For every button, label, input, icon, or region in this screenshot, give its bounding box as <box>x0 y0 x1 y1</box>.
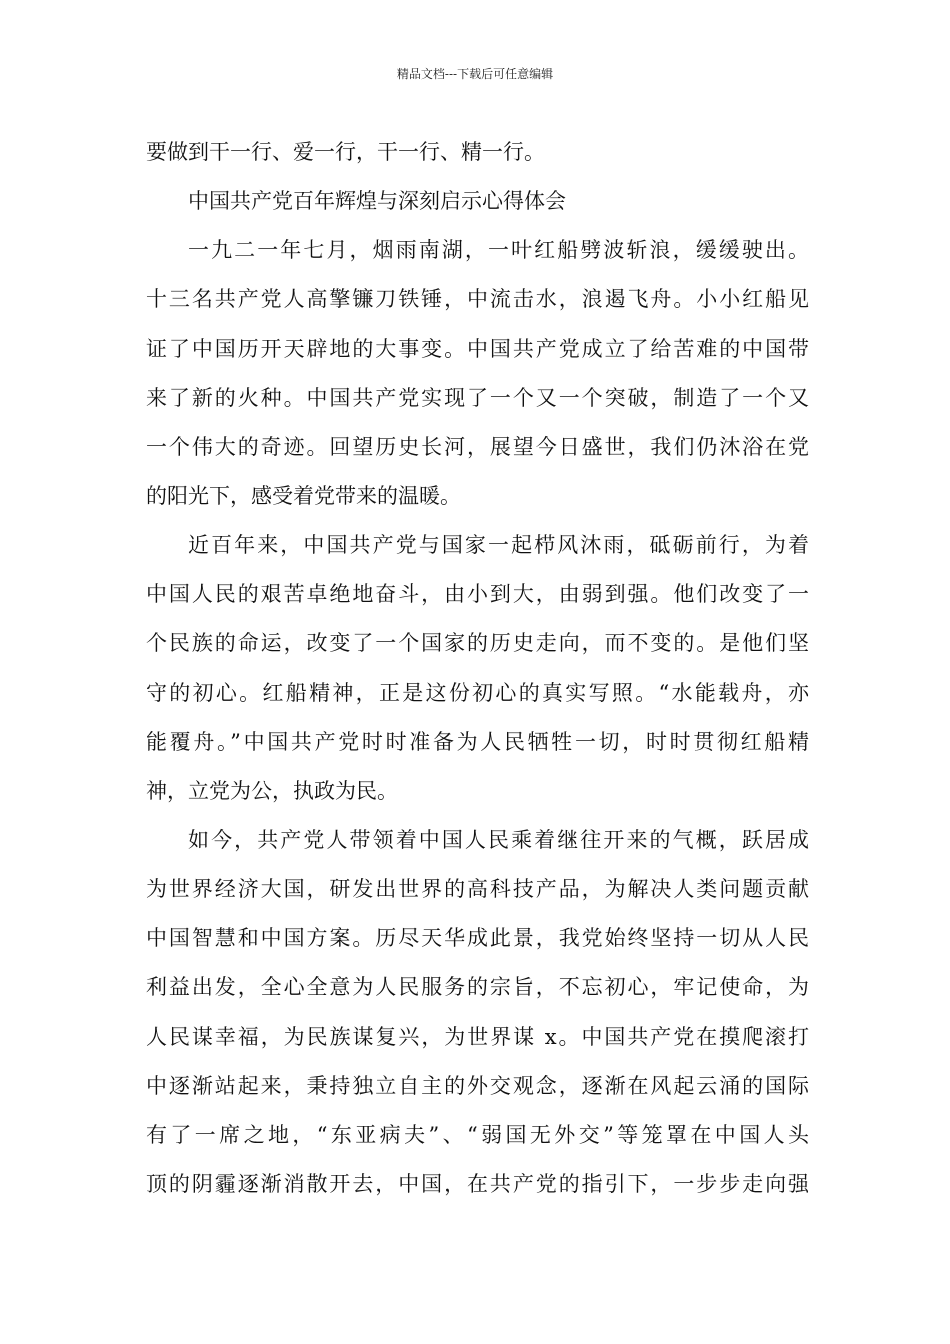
text-line: 来了新的火种。中国共产党实现了一个又一个突破，制造了一个又 <box>146 385 809 410</box>
text-line: 能覆舟。”中国共产党时时准备为人民牺牲一切，时时贯彻红船精 <box>146 729 809 754</box>
text-line: 中国智慧和中国方案。历尽天华成此景，我党始终坚持一切从人民 <box>146 926 809 951</box>
text-line: 近百年来，中国共产党与国家一起栉风沐雨，砥砺前行，为着 <box>188 533 809 558</box>
text-line: 人民谋幸福，为民族谋复兴，为世界谋 x。中国共产党在摸爬滚打 <box>146 1024 809 1049</box>
text-line: 中国人民的艰苦卓绝地奋斗，由小到大，由弱到强。他们改变了一 <box>146 582 809 607</box>
text-line: 神，立党为公，执政为民。 <box>146 778 398 803</box>
text-line: 如今，共产党人带领着中国人民乘着继往开来的气概，跃居成 <box>188 827 809 852</box>
text-line: 个民族的命运，改变了一个国家的历史走向，而不变的。是他们坚 <box>146 631 809 656</box>
text-line: 要做到干一行、爱一行，干一行、精一行。 <box>146 140 545 164</box>
text-line: 一个伟大的奇迹。回望历史长河，展望今日盛世，我们仍沐浴在党 <box>146 434 809 459</box>
text-line: 有了一席之地，“东亚病夫”、“弱国无外交”等笼罩在中国人头 <box>146 1122 809 1147</box>
document-body <box>146 128 809 1209</box>
page-header: 精品文档---下载后可任意编辑 <box>396 67 554 81</box>
text-line: 中逐渐站起来，秉持独立自主的外交观念，逐渐在风起云涌的国际 <box>146 1073 809 1098</box>
text-line: 证了中国历开天辟地的大事变。中国共产党成立了给苦难的中国带 <box>146 336 809 361</box>
section-title: 中国共产党百年辉煌与深刻启示心得体会 <box>188 189 566 214</box>
text-line: 利益出发，全心全意为人民服务的宗旨，不忘初心，牢记使命，为 <box>146 975 809 1000</box>
text-line: 十三名共产党人高擎镰刀铁锤，中流击水，浪遏飞舟。小小红船见 <box>146 287 809 312</box>
text-line: 守的初心。红船精神，正是这份初心的真实写照。“水能载舟，亦 <box>146 680 809 705</box>
text-line: 顶的阴霾逐渐消散开去，中国，在共产党的指引下，一步步走向强 <box>146 1171 809 1196</box>
text-line: 的阳光下，感受着党带来的温暖。 <box>146 483 461 508</box>
text-line: 一九二一年七月，烟雨南湖，一叶红船劈波斩浪，缓缓驶出。 <box>188 238 809 263</box>
text-line: 为世界经济大国，研发出世界的高科技产品，为解决人类问题贡献 <box>146 877 809 902</box>
